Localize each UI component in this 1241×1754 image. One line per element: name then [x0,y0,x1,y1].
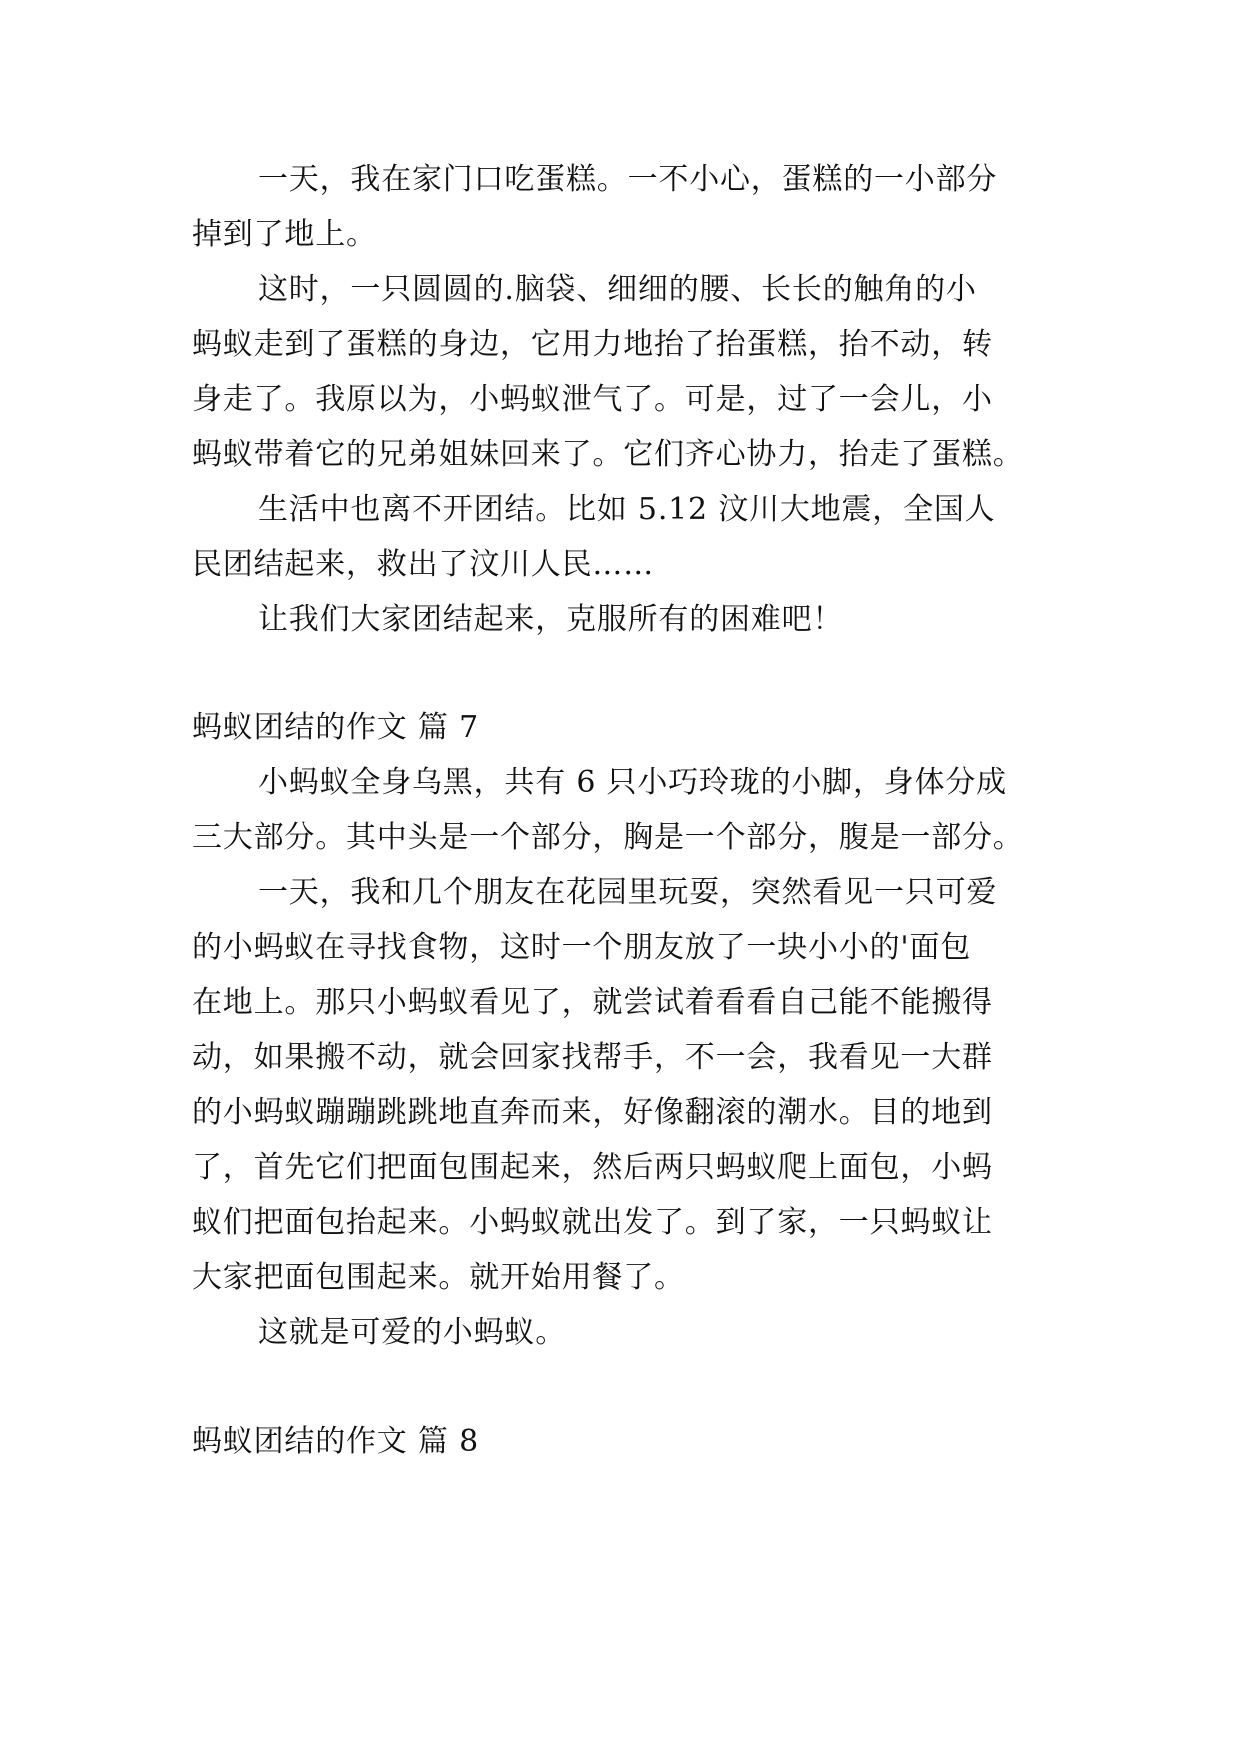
text-line: 蚂蚁带着它的兄弟姐妹回来了。它们齐心协力，抬走了蛋糕。 [192,437,1024,472]
text-line: 动，如果搬不动，就会回家找帮手，不一会，我看见一大群 [192,1040,993,1075]
text-line: 蚂蚁走到了蛋糕的身边，它用力地抬了抬蛋糕，抬不动，转 [192,327,993,362]
text-line: 让我们大家团结起来，克服所有的困难吧！ [258,602,844,637]
text-line: 大家把面包围起来。就开始用餐了。 [192,1260,685,1295]
text-line: 生活中也离不开团结。比如 5.12 汶川大地震，全国人 [258,492,996,527]
text-line: 的小蚂蚁在寻找食物，这时一个朋友放了一块小小的'面包 [192,930,972,965]
section-heading: 蚂蚁团结的作文 篇 8 [192,1424,479,1459]
section-heading: 蚂蚁团结的作文 篇 7 [192,710,479,745]
text-line: 一天，我和几个朋友在花园里玩耍，突然看见一只可爱 [258,875,998,910]
text-line: 小蚂蚁全身乌黑，共有 6 只小巧玲珑的小脚，身体分成 [258,765,1007,800]
text-line: 三大部分。其中头是一个部分，胸是一个部分，腹是一部分。 [192,820,1024,855]
text-line: 掉到了地上。 [192,217,377,252]
text-line: 民团结起来，救出了汶川人民…… [192,547,654,582]
text-line: 在地上。那只小蚂蚁看见了，就尝试着看看自己能不能搬得 [192,985,993,1020]
text-line: 的小蚂蚁蹦蹦跳跳地直奔而来，好像翻滚的潮水。目的地到 [192,1095,993,1130]
text-line: 身走了。我原以为，小蚂蚁泄气了。可是，过了一会儿，小 [192,382,993,417]
text-line: 这时，一只圆圆的.脑袋、细细的腰、长长的触角的小 [258,272,977,307]
text-line: 一天，我在家门口吃蛋糕。一不小心，蛋糕的一小部分 [258,162,998,197]
text-line: 蚁们把面包抬起来。小蚂蚁就出发了。到了家，一只蚂蚁让 [192,1205,993,1240]
text-line: 了，首先它们把面包围起来，然后两只蚂蚁爬上面包，小蚂 [192,1150,993,1185]
text-line: 这就是可爱的小蚂蚁。 [258,1315,566,1350]
